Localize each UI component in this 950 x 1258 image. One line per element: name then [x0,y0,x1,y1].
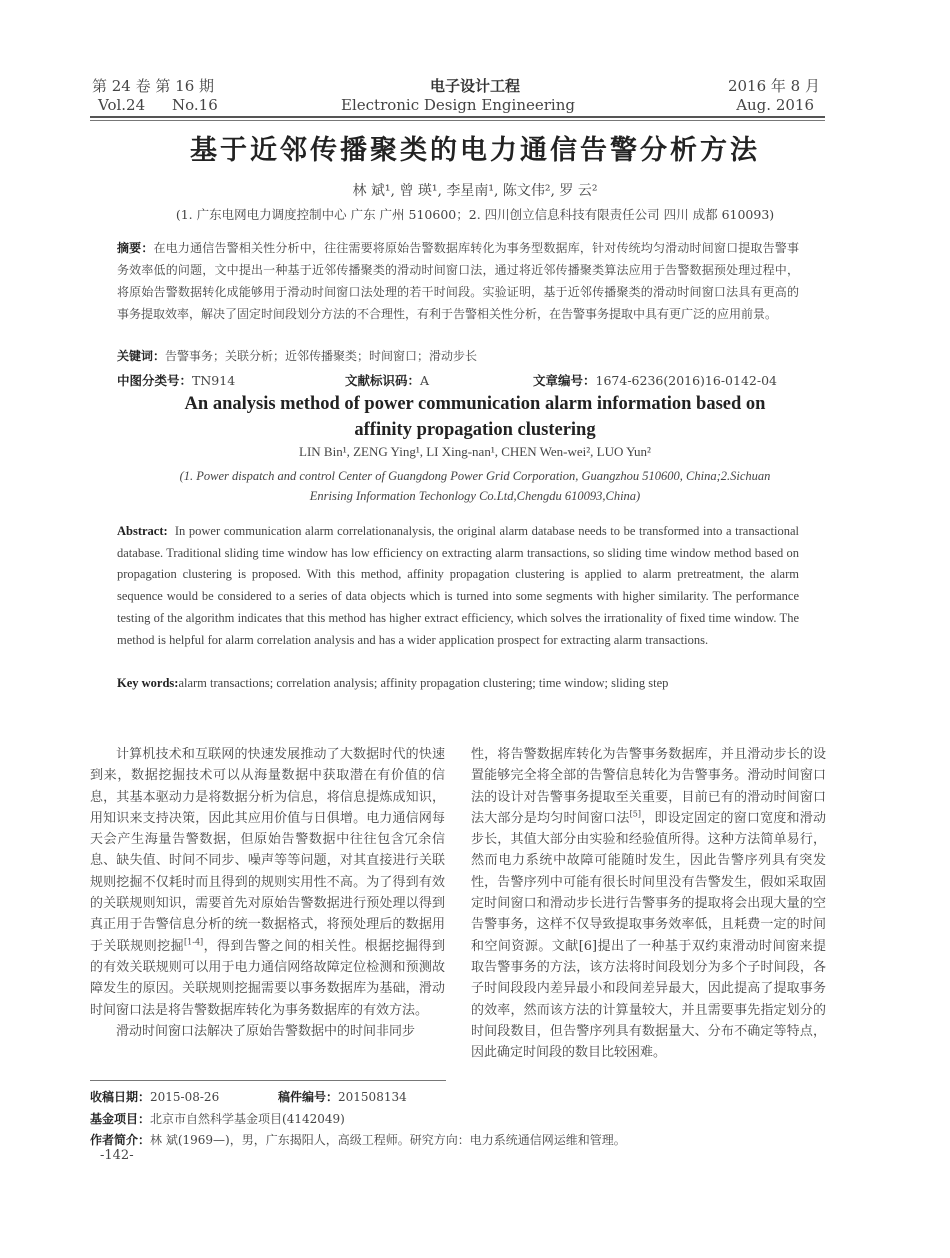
keywords-en [117,676,799,691]
keywords-en-label: Key words: [117,676,179,690]
article-number [533,371,777,389]
keywords-cn-label: 关键词： [117,349,166,363]
paper-title-en [0,391,950,443]
affiliation-cn: (1. 广东电网电力调度控制中心 广东 广州 510600；2. 四川创立信息科技有限责任公司 四川 成都 610093) [175,207,775,222]
paper-title-en-line1: An analysis method of power communication alarm information based on [184,394,766,414]
page-number: -142- [100,1148,134,1163]
article-number-value: 1674-6236(2016)16-0142-04 [595,373,777,388]
document-code [345,371,429,389]
citation-ref: [1-4] [184,937,204,947]
abstract-en [117,521,799,651]
manuscript-value: 201508134 [338,1090,407,1104]
affiliation-en [0,466,950,506]
manuscript-number [278,1088,407,1105]
issue-en: No.16 [172,96,218,114]
date-cn: 2016 年 8 月 [727,77,820,95]
abstract-en-text: In power communication alarm correlationanalysis, the original alarm database needs to be transformed into a transactional database. Traditional sliding time window has low efficiency on extracting alarm transactions, so sliding time window method based on propagation clustering is proposed. With this method, affinity propagation clustering is applied to alarm pretreatment, the alarm sequence would be considered to a series of data objects which is turned into some segments with higher similarity. The performance testing of the algorithm indicates that this method has higher extract efficiency, which solves the irrationality of fixed time window. The method is helpful for alarm correlation analysis and has a wider application prospect for extracting alarm transactions. [117,524,800,647]
body-text: 计算机技术和互联网的快速发展推动了大数据时代的快速到来，数据挖掘技术可以从海量数据中获取潜在有价值的信息，其基本驱动力是将数据分析为信息，将信息提炼成知识，用知识来支持决策，因此其应用价值与日俱增。电力通信网每天会产生海量告警数据，但原始告警数据中往往包含冗余信息、缺失值、时间不同步、噪声等等问题，对其直接进行关联规则挖掘不仅耗时而且得到的规则实用性不高。为了得到有效的关联规则知识，需要首先对原始告警数据进行预处理以得到真正用于告警信息分析的统一数据格式，将预处理后的数据用于关联规则挖掘 [90,747,445,954]
author-bio [90,1131,626,1148]
header-rule [90,116,825,118]
body-paragraph [471,744,826,1063]
doc-code-value: A [420,373,430,388]
fund-label: 基金项目： [90,1112,151,1126]
abstract-cn-text: 在电力通信告警相关性分析中，往往需要将原始告警数据库转化为事务型数据库，针对传统均匀滑动时间窗口提取告警事务效率低的问题，文中提出一种基于近邻传播聚类的滑动时间窗口法，通过将近邻传播聚类算法应用于告警数据预处理过程中，将原始告警数据转化成能够用于滑动时间窗口法处理的若干时间段。实验证明，基于近邻传播聚类的滑动时间窗口法具有更高的事务提取效率，解决了固定时间段划分方法的不合理性，有利于告警相关性分析，在告警事务提取中具有更广泛的应用前景。 [117,241,799,321]
body-column-left [90,744,445,1042]
affiliation-en-line1: (1. Power dispatch and control Center of Guangdong Power Grid Corporation, Guangzhou 510600, China;2.Sichuan [179,469,771,483]
abstract-cn [117,237,799,325]
date-en: Aug. 2016 [736,96,814,114]
author-bio-label: 作者简介： [90,1133,151,1147]
keywords-cn-text: 告警事务；关联分析；近邻传播聚类；时间窗口；滑动步长 [165,349,478,363]
authors-cn: 林 斌¹, 曾 瑛¹, 李星南¹, 陈文伟², 罗 云² [352,183,598,199]
body-column-right [471,744,826,1063]
abstract-cn-label: 摘要： [117,241,154,255]
volume-issue-cn: 第 24 卷 第 16 期 [92,77,215,95]
body-text: 性，将告警数据库转化为告警事务数据库，并且滑动步长的设置能够完全将全部的告警信息转化为告警事务。滑动时间窗口法的设计对告警事务提取至关重要，目前已有的滑动时间窗口法大部分是均匀时间窗口法 [471,747,826,826]
keywords-cn [117,347,799,364]
paper-title-cn: 基于近邻传播聚类的电力通信告警分析方法 [190,135,760,166]
doc-code-label: 文献标识码： [345,373,421,388]
article-number-label: 文章编号： [533,373,596,388]
author-bio-value: 林 斌(1969—)，男，广东揭阳人，高级工程师。研究方向：电力系统通信网运维和管理。 [150,1133,626,1147]
body-text: ，得到告警之间的相关性。根据挖掘得到的有效关联规则可以用于电力通信网络故障定位检测和预测故障发生的原因。关联规则挖掘需要以事务数据库为基础，滑动时间窗口法是将告警数据库转化为事务数据库的有效方法。 [90,938,445,1018]
header-rule-thin [90,120,825,121]
received-date [90,1088,219,1105]
body-paragraph [90,744,445,1021]
body-paragraph: 滑动时间窗口法解决了原始告警数据中的时间非同步 [116,1023,416,1039]
clc-number [117,371,235,389]
footnote-rule [90,1080,446,1081]
manuscript-label: 稿件编号： [278,1090,339,1104]
clc-value: TN914 [192,373,236,388]
fund-value: 北京市自然科学基金项目(4142049) [150,1112,345,1126]
fund-project [90,1110,345,1127]
keywords-en-text: alarm transactions; correlation analysis; affinity propagation clustering; time window; sliding step [178,676,669,690]
abstract-en-label: Abstract: [117,524,168,538]
received-label: 收稿日期： [90,1090,151,1104]
received-value: 2015-08-26 [150,1090,220,1104]
volume-en: Vol.24 [98,96,146,114]
journal-name-en: Electronic Design Engineering [341,96,575,114]
clc-label: 中图分类号： [117,373,193,388]
paper-title-en-line2: affinity propagation clustering [354,420,596,440]
journal-name-cn: 电子设计工程 [429,77,520,95]
affiliation-en-line2: Enrising Information Techonlogy Co.Ltd,Chengdu 610093,China) [309,489,641,503]
citation-ref: [5] [629,809,641,819]
authors-en: LIN Bin¹, ZENG Ying¹, LI Xing-nan¹, CHEN Wen-wei², LUO Yun² [299,444,651,459]
body-text: ，即设定固定的窗口宽度和滑动步长，其值大部分由实验和经验值所得。这种方法简单易行，然而电力系统中故障可能随时发生，因此告警序列具有突发性，告警序列中可能有很长时间里没有告警发生，假如采取固定时间窗口和滑动步长进行告警事务的提取将会出现大量的空告警事务，这样不仅导致提取事务效率低，且耗费一定的时间和空间资源。文献[6]提出了一种基于双约束滑动时间窗来提取告警事务的方法，该方法将时间段划分为多个子时间段，各子时间段段内差异最小和段间差异最大，因此提高了提取事务的效率，然而该方法的计算量较大，并且需要事先指定划分的时间段数目，但告警序列具有数据量大、分布不确定等特点，因此确定时间段的数目比较困难。 [471,810,826,1061]
